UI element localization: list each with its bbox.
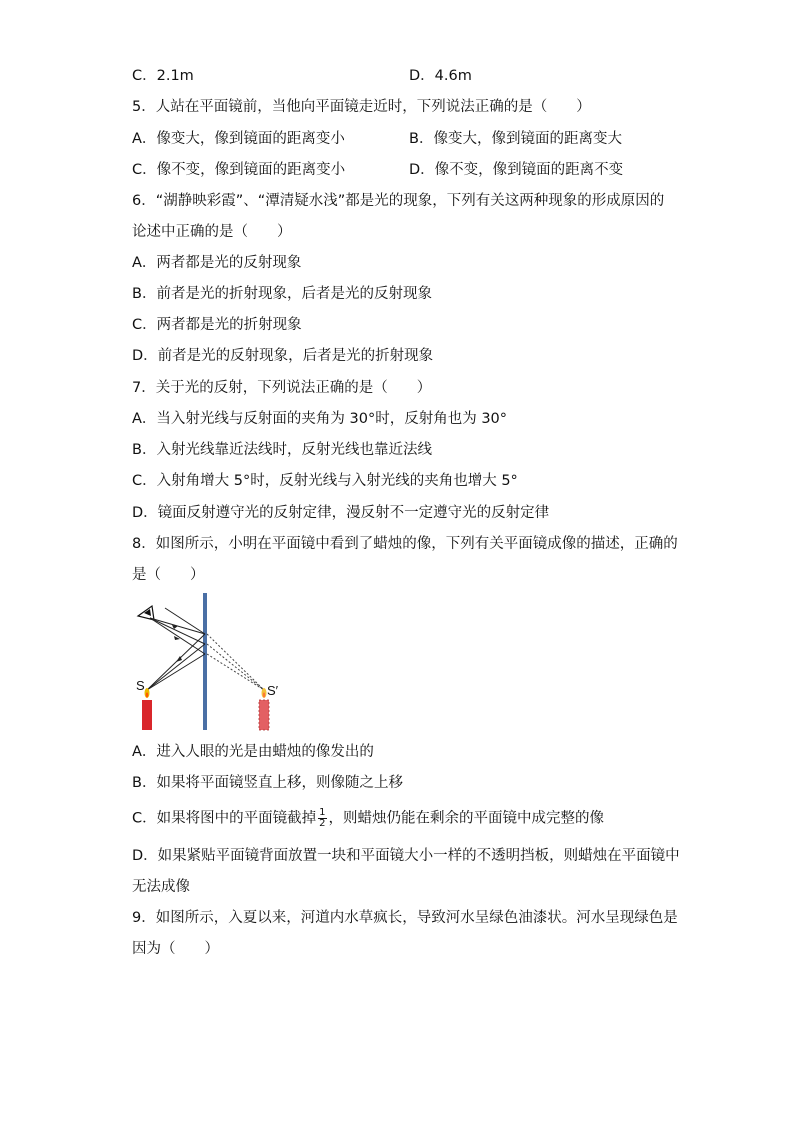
q6-option-a: A．两者都是光的反射现象 [132, 255, 302, 271]
q7-option-b: B．入射光线靠近法线时，反射光线也靠近法线 [132, 442, 432, 458]
q5-option-d: D．像不变，像到镜面的距离不变 [409, 162, 624, 178]
q7-option-c: C．入射角增大 5°时，反射光线与入射光线的夹角也增大 5° [132, 473, 518, 489]
fraction-one-half [318, 808, 326, 829]
q6-stem-line2: 论述中正确的是（ ） [132, 224, 292, 240]
light-rays [147, 608, 205, 690]
q8-option-d-line1: D．如果紧贴平面镜背面放置一块和平面镜大小一样的不透明挡板，则蜡烛在平面镜中 [132, 848, 680, 864]
q8-stem-line2: 是（ ） [132, 567, 205, 583]
eye-icon [138, 606, 154, 620]
q9-stem-line2: 因为（ ） [132, 941, 219, 957]
q9-stem-line1: 9．如图所示，入夏以来，河道内水草疯长，导致河水呈绿色油漆状。河水呈现绿色是 [132, 910, 678, 926]
label-s: S [136, 678, 145, 693]
q6-option-d: D．前者是光的反射现象，后者是光的折射现象 [132, 348, 434, 364]
fraction-numerator: 1 [319, 807, 326, 818]
virtual-rays [207, 634, 264, 690]
q6-option-c: C．两者都是光的折射现象 [132, 317, 302, 333]
q8-stem-line1: 8．如图所示，小明在平面镜中看到了蜡烛的像，下列有关平面镜成像的描述，正确的 [132, 536, 678, 552]
q8-option-a: A．进入人眼的光是由蜡烛的像发出的 [132, 744, 374, 760]
candle [142, 688, 152, 730]
q7-stem: 7．关于光的反射，下列说法正确的是（ ） [132, 380, 432, 396]
q7-option-d: D．镜面反射遵守光的反射定律，漫反射不一定遵守光的反射定律 [132, 505, 550, 521]
q7-option-a: A．当入射光线与反射面的夹角为 30°时，反射角也为 30° [132, 411, 508, 427]
q5-stem: 5．人站在平面镜前，当他向平面镜走近时，下列说法正确的是（ ） [132, 99, 591, 115]
plane-mirror [203, 593, 207, 730]
q5-option-b: B．像变大，像到镜面的距离变大 [409, 131, 622, 147]
label-s-prime: S′ [267, 683, 279, 698]
q8-option-c-prefix: C．如果将图中的平面镜截掉 [132, 810, 317, 827]
q8-option-b: B．如果将平面镜竖直上移，则像随之上移 [132, 775, 403, 791]
fraction-denominator: 2 [319, 818, 326, 829]
q4-option-c: C．2.1m [132, 68, 194, 84]
q5-option-c: C．像不变，像到镜面的距离变小 [132, 162, 346, 178]
q6-stem-line1: 6．“湖静映彩霞”、“潭清疑水浅”都是光的现象，下列有关这两种现象的形成原因的 [132, 193, 665, 209]
q5-option-a: A．像变大，像到镜面的距离变小 [132, 131, 345, 147]
mirror-candle-figure [130, 590, 290, 735]
q8-option-c [132, 808, 604, 829]
q8-option-d-line2: 无法成像 [132, 879, 190, 895]
q8-option-c-suffix: ，则蜡烛仍能在剩余的平面镜中成完整的像 [328, 810, 604, 827]
q6-option-b: B．前者是光的折射现象，后者是光的反射现象 [132, 286, 432, 302]
q4-option-d: D．4.6m [409, 68, 472, 84]
